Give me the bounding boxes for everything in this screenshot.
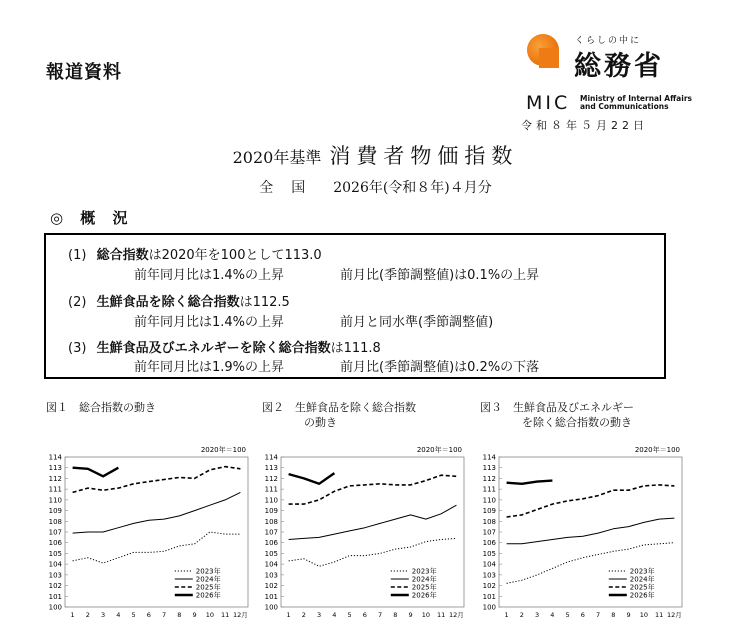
y-tick-label: 111 — [264, 485, 278, 494]
summary-item-1-detail-left: 前年同月比は1.4%の上昇 — [134, 268, 285, 283]
x-tick-label: 11 — [654, 611, 664, 619]
summary-item-2-detail-right: 前月と同水準(季節調整値) — [340, 315, 494, 330]
legend-label: 2024年 — [629, 575, 655, 584]
legend-label: 2025年 — [195, 583, 221, 592]
summary-item-2-detail-left: 前年同月比は1.4%の上昇 — [134, 315, 285, 330]
legend-label: 2026年 — [411, 591, 437, 600]
y-tick-label: 109 — [264, 507, 278, 516]
mic-logo-square — [539, 48, 559, 68]
figure-1-caption — [46, 400, 156, 415]
x-tick-label: 7 — [378, 611, 383, 619]
summary-item-1 — [68, 244, 322, 263]
summary-item-value: は111.8 — [330, 341, 381, 356]
y-tick-label: 109 — [482, 507, 496, 516]
x-tick-label: 1 — [504, 611, 509, 619]
legend-label: 2026年 — [195, 591, 221, 600]
summary-item-value: は112.5 — [239, 295, 290, 310]
x-tick-label: 6 — [362, 611, 367, 619]
x-tick-label: 4 — [550, 611, 555, 619]
y-tick-label: 105 — [482, 549, 496, 558]
legend-label: 2025年 — [629, 583, 655, 592]
caption-line: 図３ 生鮮食品及びエネルギー — [480, 401, 634, 414]
y-tick-label: 110 — [48, 496, 62, 505]
x-tick-label: 9 — [408, 611, 413, 619]
logo-tagline: くらしの中に — [575, 36, 642, 46]
mic-abbreviation: MIC — [526, 92, 571, 114]
title-base-year: 2020年基準 — [232, 148, 322, 167]
x-tick-label: 6 — [580, 611, 585, 619]
y-tick-label: 103 — [264, 571, 278, 580]
figure-2-chart — [260, 440, 472, 622]
series-line-2026年 — [507, 481, 553, 484]
y-tick-label: 108 — [264, 517, 278, 526]
y-tick-label: 114 — [264, 453, 278, 462]
y-tick-label: 106 — [482, 539, 496, 548]
caption-line: を除く総合指数の動き — [522, 416, 632, 429]
subtitle-period: 2026年(令和８年)４月分 — [333, 180, 492, 196]
summary-item-name: 総合指数 — [96, 248, 149, 263]
y-tick-label: 112 — [48, 474, 62, 483]
legend-label: 2026年 — [629, 591, 655, 600]
y-tick-label: 106 — [264, 539, 278, 548]
x-tick-label: 12月 — [448, 611, 464, 619]
ministry-english-name-line1: Ministry of Internal Affairs — [580, 94, 692, 103]
y-tick-label: 101 — [482, 592, 496, 601]
y-tick-label: 114 — [48, 453, 62, 462]
x-tick-label: 10 — [205, 611, 215, 619]
x-tick-label: 8 — [393, 611, 398, 619]
x-tick-label: 4 — [116, 611, 121, 619]
y-tick-label: 101 — [264, 592, 278, 601]
y-tick-label: 101 — [48, 592, 62, 601]
summary-item-value: は2020年を100として113.0 — [148, 248, 322, 263]
y-tick-label: 113 — [482, 464, 496, 473]
figure-3-caption — [480, 400, 634, 430]
document-title — [0, 140, 751, 170]
x-tick-label: 9 — [192, 611, 197, 619]
y-tick-label: 103 — [482, 571, 496, 580]
title-main: 消費者物価指数 — [329, 144, 519, 168]
series-line-2026年 — [73, 468, 119, 477]
legend-label: 2023年 — [411, 567, 437, 576]
figure-1-chart — [44, 440, 256, 622]
y-tick-label: 106 — [48, 539, 62, 548]
series-line-2025年 — [289, 475, 457, 504]
x-tick-label: 8 — [611, 611, 616, 619]
x-tick-label: 3 — [535, 611, 540, 619]
y-tick-label: 107 — [482, 528, 496, 537]
y-tick-label: 109 — [48, 507, 62, 516]
summary-item-name: 生鮮食品及びエネルギーを除く総合指数 — [96, 341, 331, 356]
y-tick-label: 104 — [264, 560, 278, 569]
subtitle-area: 全国 — [259, 180, 324, 196]
x-tick-label: 5 — [565, 611, 570, 619]
y-tick-label: 113 — [264, 464, 278, 473]
y-tick-label: 108 — [48, 517, 62, 526]
chart-base-label: 2020年＝100 — [200, 446, 246, 454]
summary-item-3 — [68, 337, 381, 356]
summary-item-number: (1) — [68, 248, 87, 263]
document-subtitle — [0, 177, 751, 197]
y-tick-label: 107 — [264, 528, 278, 537]
legend-label: 2024年 — [195, 575, 221, 584]
summary-item-3-detail-left: 前年同月比は1.9%の上昇 — [134, 360, 285, 375]
x-tick-label: 10 — [639, 611, 649, 619]
y-tick-label: 113 — [48, 464, 62, 473]
series-line-2025年 — [73, 467, 241, 493]
caption-line: の動き — [304, 416, 337, 429]
y-tick-label: 100 — [482, 603, 496, 612]
x-tick-label: 7 — [162, 611, 167, 619]
caption-line: 図２ 生鮮食品を除く総合指数 — [262, 401, 416, 414]
x-tick-label: 11 — [220, 611, 230, 619]
y-tick-label: 103 — [48, 571, 62, 580]
y-tick-label: 102 — [48, 582, 62, 591]
series-line-2024年 — [289, 505, 457, 539]
y-tick-label: 108 — [482, 517, 496, 526]
summary-item-name: 生鮮食品を除く総合指数 — [96, 295, 240, 310]
summary-item-number: (3) — [68, 341, 87, 356]
series-line-2023年 — [73, 532, 241, 563]
series-line-2024年 — [507, 518, 675, 544]
y-tick-label: 105 — [264, 549, 278, 558]
y-tick-label: 104 — [482, 560, 496, 569]
y-tick-label: 104 — [48, 560, 62, 569]
legend-label: 2023年 — [195, 567, 221, 576]
figure-2-caption — [262, 400, 416, 430]
logo-name: 総務省 — [574, 51, 664, 82]
x-tick-label: 2 — [301, 611, 306, 619]
release-date: 令和８年５月22日 — [521, 119, 648, 132]
x-tick-label: 8 — [177, 611, 182, 619]
x-tick-label: 2 — [519, 611, 524, 619]
ministry-english-name-line2: and Communications — [580, 102, 669, 111]
series-line-2025年 — [507, 485, 675, 517]
x-tick-label: 3 — [101, 611, 106, 619]
summary-item-3-detail-right: 前月比(季節調整値)は0.2%の下落 — [340, 360, 540, 375]
y-tick-label: 102 — [482, 582, 496, 591]
chart-base-label: 2020年＝100 — [634, 446, 680, 454]
press-release-label: 報道資料 — [46, 62, 122, 83]
x-tick-label: 9 — [626, 611, 631, 619]
x-tick-label: 5 — [131, 611, 136, 619]
y-tick-label: 112 — [264, 474, 278, 483]
x-tick-label: 6 — [146, 611, 151, 619]
x-tick-label: 7 — [596, 611, 601, 619]
summary-item-2 — [68, 291, 290, 310]
y-tick-label: 100 — [48, 603, 62, 612]
legend-label: 2025年 — [411, 583, 437, 592]
x-tick-label: 12月 — [232, 611, 248, 619]
x-tick-label: 5 — [347, 611, 352, 619]
y-tick-label: 107 — [48, 528, 62, 537]
legend-label: 2023年 — [629, 567, 655, 576]
y-tick-label: 111 — [482, 485, 496, 494]
y-tick-label: 114 — [482, 453, 496, 462]
y-tick-label: 110 — [482, 496, 496, 505]
x-tick-label: 4 — [332, 611, 337, 619]
y-tick-label: 111 — [48, 485, 62, 494]
y-tick-label: 112 — [482, 474, 496, 483]
y-tick-label: 102 — [264, 582, 278, 591]
summary-box — [44, 233, 666, 379]
x-tick-label: 12月 — [666, 611, 682, 619]
series-line-2023年 — [289, 538, 457, 566]
y-tick-label: 110 — [264, 496, 278, 505]
x-tick-label: 10 — [421, 611, 431, 619]
figure-3-chart — [478, 440, 690, 622]
x-tick-label: 1 — [70, 611, 75, 619]
series-line-2026年 — [289, 473, 335, 484]
x-tick-label: 2 — [85, 611, 90, 619]
series-line-2024年 — [73, 492, 241, 533]
caption-line: 図１ 総合指数の動き — [46, 401, 156, 414]
overview-heading: ◎ 概 況 — [50, 209, 134, 227]
x-tick-label: 11 — [436, 611, 446, 619]
summary-item-1-detail-right: 前月比(季節調整値)は0.1%の上昇 — [340, 268, 540, 283]
x-tick-label: 3 — [317, 611, 322, 619]
chart-base-label: 2020年＝100 — [416, 446, 462, 454]
summary-item-number: (2) — [68, 295, 87, 310]
x-tick-label: 1 — [286, 611, 291, 619]
legend-label: 2024年 — [411, 575, 437, 584]
y-tick-label: 105 — [48, 549, 62, 558]
y-tick-label: 100 — [264, 603, 278, 612]
